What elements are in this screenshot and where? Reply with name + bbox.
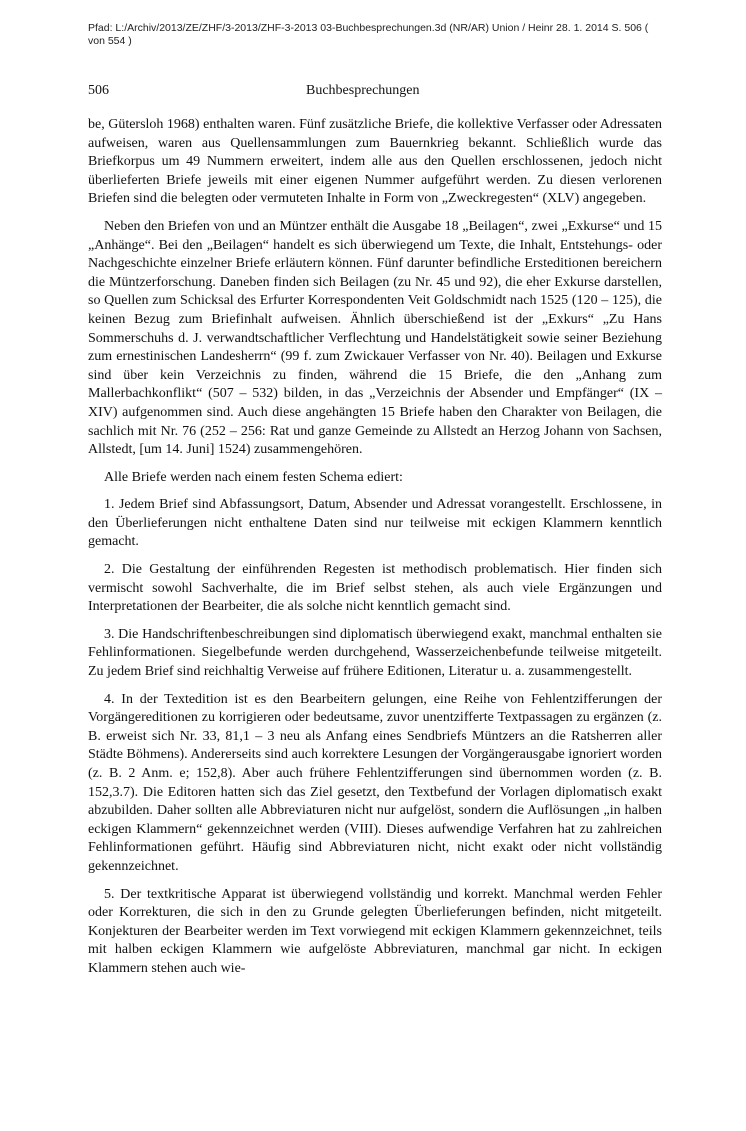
paragraph-schema-intro: Alle Briefe werden nach einem festen Schema ediert:	[104, 469, 403, 485]
paragraph-point-3: 3. Die Handschriftenbeschreibungen sind diplomatisch überwiegend exakt, manchmal enthalten sie Fehlinformationen. Siegelbefunde werden durchgehend, Wasserzeichenbefunde teilweise mitgeteilt. Zu jedem Brief sind reichhaltig Verweise auf frühere Editionen, Literatur u. a. zusammengestellt.	[88, 626, 662, 680]
running-header	[88, 83, 662, 101]
paragraph-continuation: be, Gütersloh 1968) enthalten waren. Fünf zusätzliche Briefe, die kollektive Verfasser oder Adressaten aufweisen, waren aus Quellensammlungen zum Bauernkrieg bekannt. Schließlich wurde das Briefkorpus um 49 Nummern erweitert, indem alle aus den Quellen erschlossenen, jedoch nicht überlieferten Briefe jeweils mit einer eigenen Nummer aufgeführt werden. Zu diesen verlorenen Briefen sind die belegten oder vermuteten Inhalte in Form von „Zweckregesten“ (XLV) angegeben.	[88, 117, 662, 207]
file-path-header: Pfad: L:/Archiv/2013/ZE/ZHF/3-2013/ZHF-3-2013 03-Buchbesprechungen.3d (NR/AR) Union / Heinr 28. 1. 2014 S. 506 ( von 554 )	[88, 22, 649, 47]
page-number: 506	[88, 83, 109, 98]
section-title: Buchbesprechungen	[306, 83, 420, 98]
paragraph-point-5: 5. Der textkritische Apparat ist überwiegend vollständig und korrekt. Manchmal werden Fehler oder Korrekturen, die sich in den zu Grunde gelegten Überlieferungen befinden, nicht mitgeteilt. Konjekturen der Bearbeiter werden im Text vorwiegend mit eckigen Klammern gekennzeichnet, teils mit halben eckigen Klammern wie aufgelöste Abbreviaturen, manchmal gar nicht. In eckigen Klammern stehen auch wie-	[88, 886, 662, 976]
paragraph-point-1: 1. Jedem Brief sind Abfassungsort, Datum, Absender und Adressat vorangestellt. Erschlossene, in den Überlieferungen nicht enthaltene Daten sind nur teilweise mit eckigen Klammern kenntlich gemacht.	[88, 497, 662, 550]
paragraph-beilagen: Neben den Briefen von und an Müntzer enthält die Ausgabe 18 „Beilagen“, zwei „Exkurse“ und 15 „Anhänge“. Bei den „Beilagen“ handelt es sich überwiegend um Texte, die Inhalt, Entstehungs- oder Nachgeschichte einzelner Briefe erläutern können. Fünf darunter befindliche Ersteditionen bereichern die Müntzerforschung. Daneben finden sich Beilagen (zu Nr. 45 und 92), die eher Exkurse darstellen, so Quellen zum Schicksal des Erfurter Korrespondenten Veit Goldschmidt nach 1525 (120 – 125), die keinen Bezug zum Briefinhalt aufweisen. Ähnlich überschießend ist der „Exkurs“ „Zu Hans Sommerschuhs d. J. verwandtschaftlicher Verflechtung und Handelstätigkeit sowie seiner Beziehung zum ernestinischen Landesherrn“ (99 f. zum Zwickauer Verfasser von Nr. 40). Beilagen und Exkurse sind über kein Verzeichnis zu finden, während die 15 Briefe, die den „Anhang zum Mallerbachkonflikt“ (507 – 532) bilden, in das „Verzeichnis der Absender und Empfänger“ (IX – XIV) aufgenommen sind. Auch diese angehängten 15 Briefe haben den Charakter von Beilagen, die sachlich mit Nr. 76 (252 – 256: Rat und ganze Gemeinde zu Allstedt an Herzog Johann von Sachsen, Allstedt, [um 14. Juni] 1524) zusammengehören.	[88, 218, 662, 458]
paragraph-point-2: 2. Die Gestaltung der einführenden Regesten ist methodisch problematisch. Hier finden sich vermischt sowohl Sachverhalte, die im Brief selbst stehen, als auch viele Ergänzungen und Interpretationen der Bearbeiter, die als solche nicht kenntlich gemacht sind.	[88, 562, 662, 615]
body-text	[88, 116, 662, 988]
paragraph-point-4: 4. In der Textedition ist es den Bearbeitern gelungen, eine Reihe von Fehlentzifferungen der Vorgängereditionen zu korrigieren oder bedeutsame, zuvor unentzifferte Textpassagen zu ergänzen (z. B. erweist sich Nr. 33, 81,1 – 3 neu als Anfang eines Sendbriefs Müntzers an die Ratsherren aller Städte Böhmens). Andererseits sind auch korrektere Lesungen der Vorgängerausgabe ignoriert worden (z. B. 2 Anm. e; 152,8). Aber auch frühere Fehlentzifferungen sind übernommen worden (z. B. 152,3.7). Die Editoren hatten sich das Ziel gesetzt, den Textbefund der Vorlagen diplomatisch exakt abzubilden. Daher sollten alle Abbreviaturen nicht nur aufgelöst, sondern die Auflösungen „in halben eckigen Klammern“ gekennzeichnet werden (VIII). Dieses aufwendige Verfahren hat zu zahlreichen Fehlinformationen geführt. Häufig sind Abbreviaturen nicht, nicht exakt oder nicht vollständig gekennzeichnet.	[88, 691, 662, 874]
